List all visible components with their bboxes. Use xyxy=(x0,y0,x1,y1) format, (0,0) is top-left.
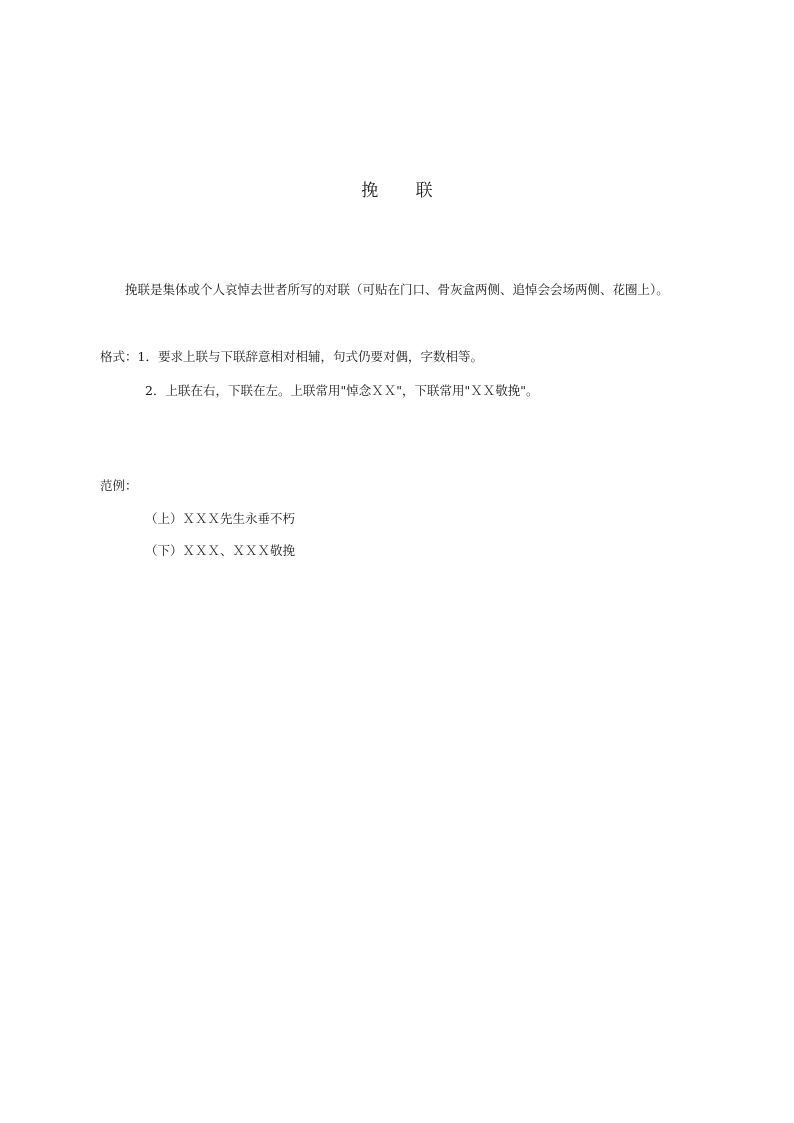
example-label: 范例： xyxy=(100,478,138,493)
format-item-1 xyxy=(100,347,483,367)
example-upper-line: （上）ＸＸＸ先生永垂不朽 xyxy=(145,511,296,526)
format-label: 格式： xyxy=(100,349,138,364)
intro-paragraph: 挽联是集体或个人哀悼去世者所写的对联（可贴在门口、骨灰盒两侧、追悼会会场两侧、花圈上）。 xyxy=(125,282,669,297)
example-lower-line: （下）ＸＸＸ、ＸＸＸ敬挽 xyxy=(145,543,296,558)
document-title: 挽 联 xyxy=(361,181,443,201)
format-item-2: 2．上联在右，下联在左。上联常用"悼念ＸＸ"，下联常用"ＸＸ敬挽"。 xyxy=(145,383,539,398)
format-item-1-text: 1．要求上联与下联辞意相对相辅，句式仍要对偶，字数相等。 xyxy=(137,349,483,364)
